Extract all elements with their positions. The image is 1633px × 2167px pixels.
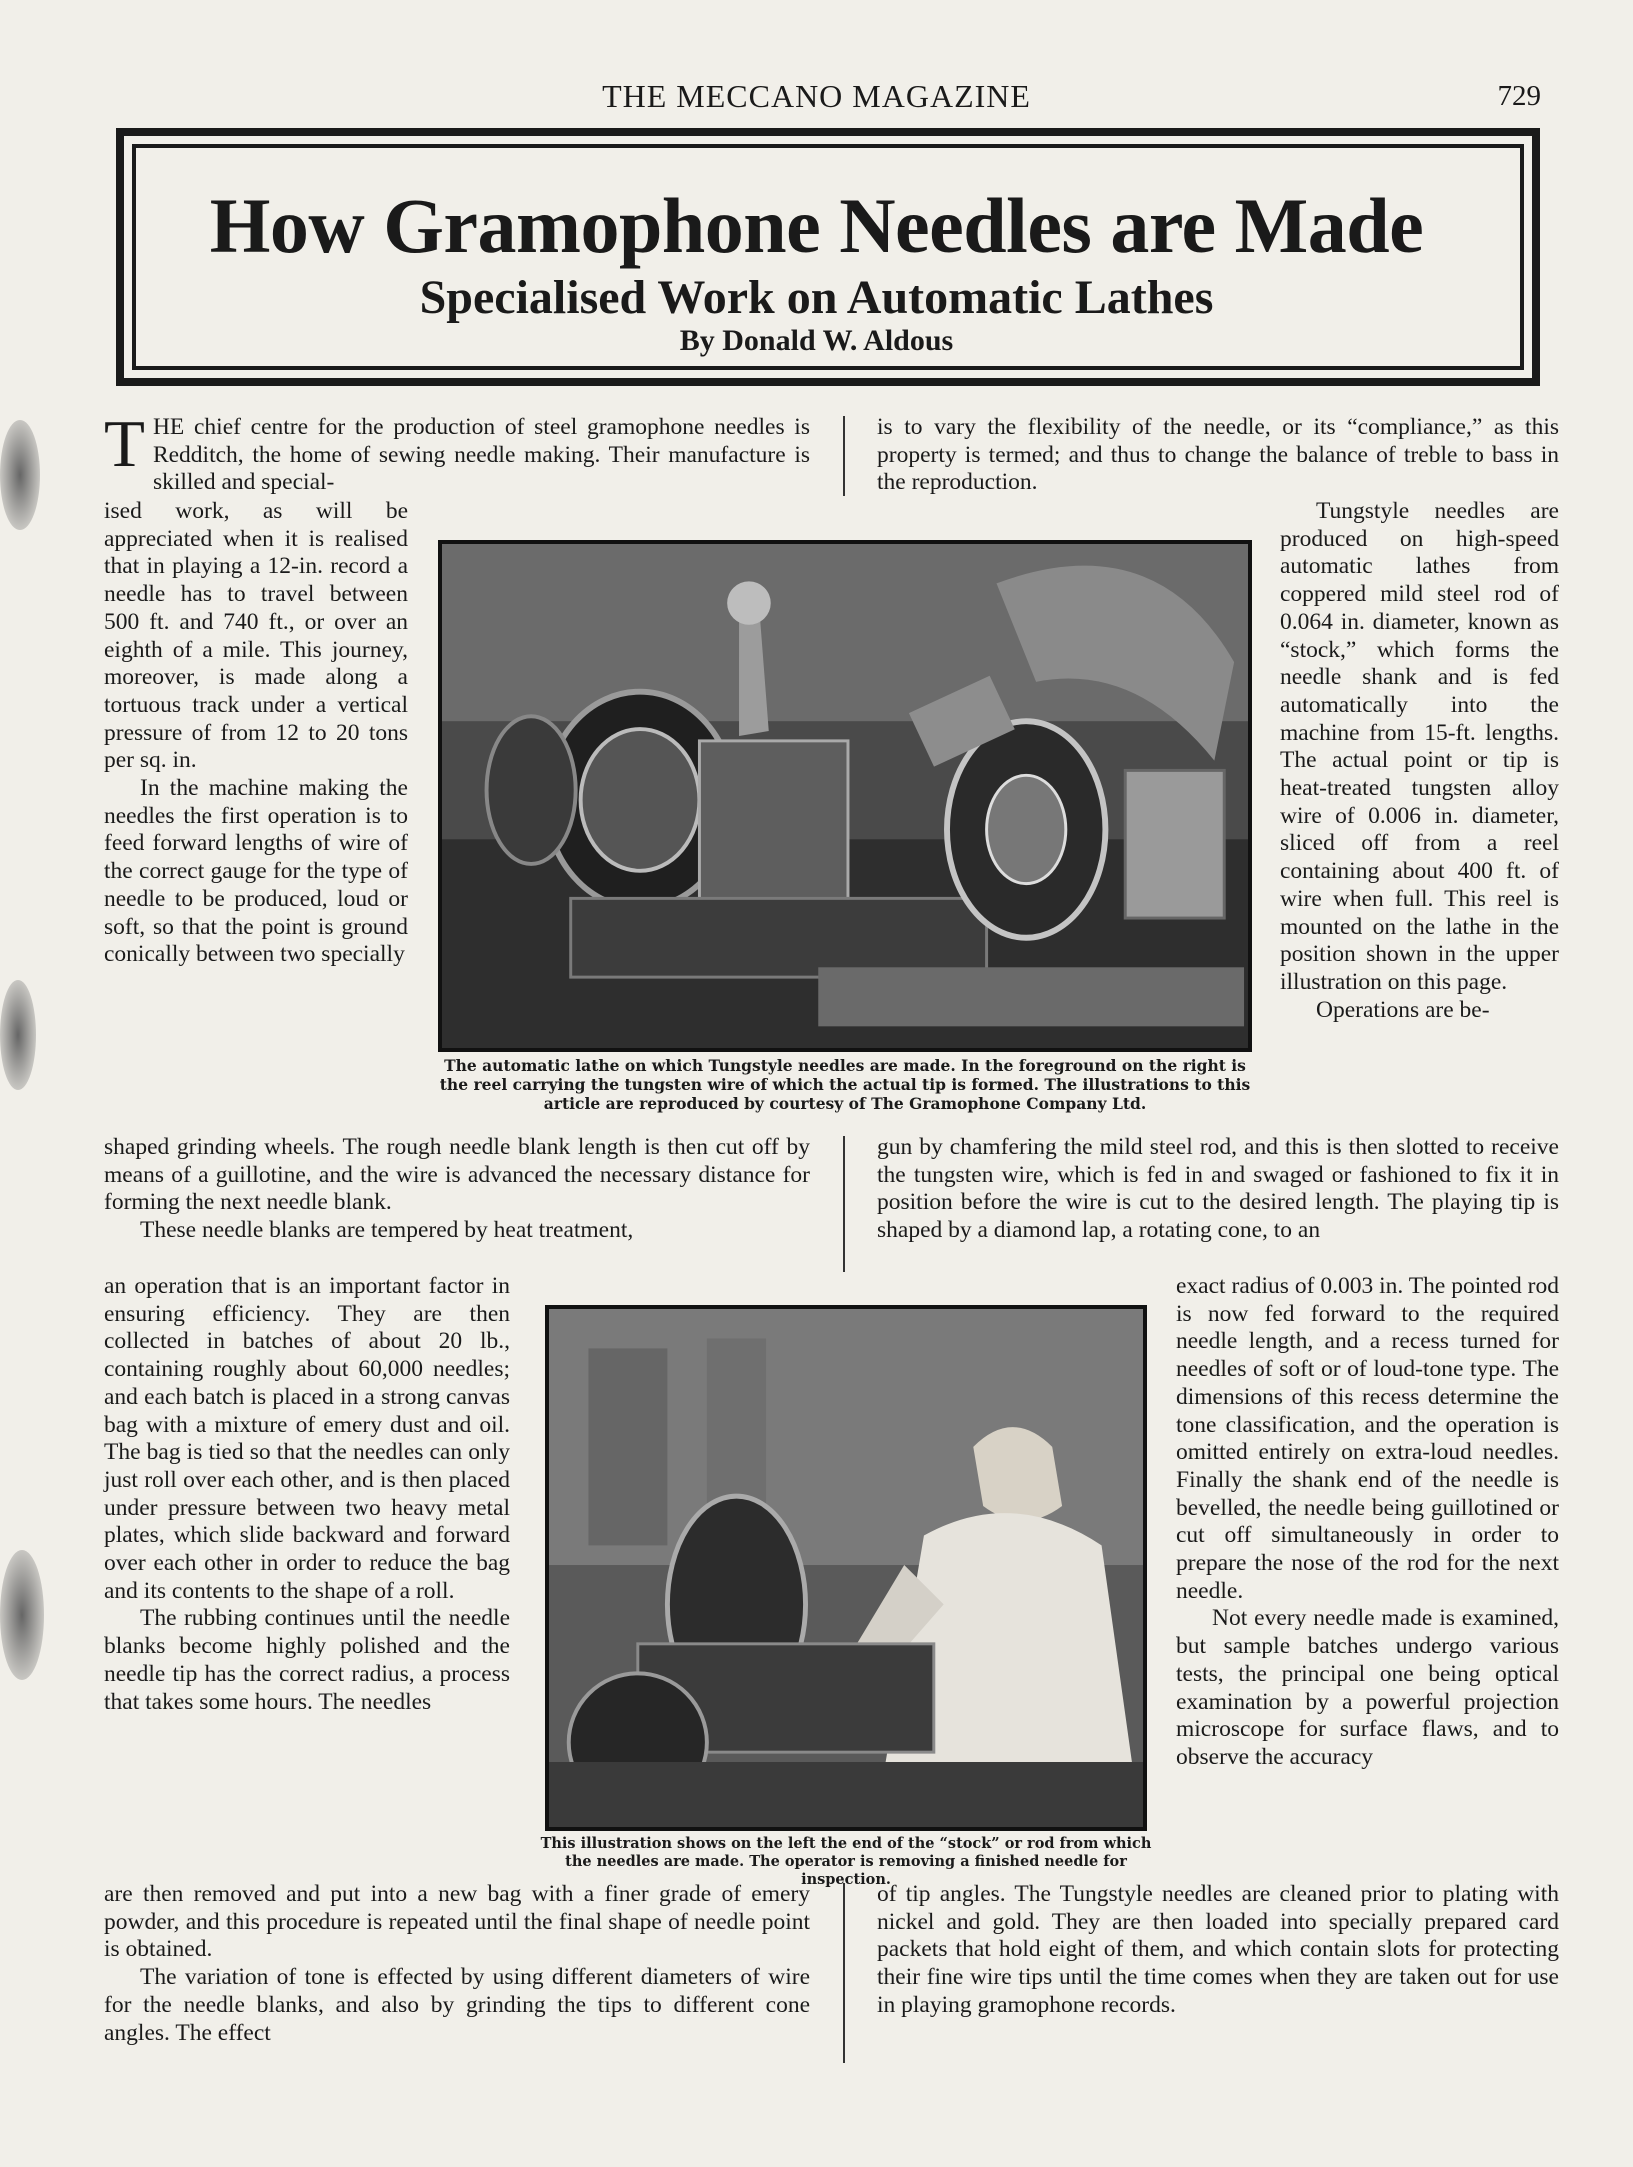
left-col-narrow-1 <box>104 498 408 969</box>
paragraph-text: chief centre for the production of steel gramophone needles is Redditch, the home of sewing needle making. Their manufacture is skilled and special- <box>152 414 810 496</box>
right-col-intro <box>877 414 1559 497</box>
lathe-illustration <box>442 544 1248 1048</box>
paragraph: of tip angles. The Tungstyle needles are cleaned prior to plating with nickel and gold. They are then loaded into specially prepared card packets that hold eight of them, and which contain slots for protecting their fine wire tips until the time comes when they are taken out for use in playing gramophone records. <box>877 1881 1559 2018</box>
article-subtitle: Specialised Work on Automatic Lathes <box>419 271 1214 324</box>
paragraph: is to vary the flexibility of the needle, or its “compliance,” as this property is termed; and thus to change the balance of treble to bass in the reproduction. <box>877 414 1559 496</box>
operator-photo <box>545 1305 1147 1831</box>
paragraph: The rubbing continues until the needle blanks become highly polished and the needle tip has the correct radius, a process that takes some hours. The needles <box>104 1605 510 1715</box>
lathe-photo <box>438 540 1252 1052</box>
binding-hole-mark <box>0 980 36 1090</box>
paragraph: Not every needle made is examined, but sample batches undergo various tests, the principal one being optical examination by a powerful projection microscope for surface flaws, and to observe the accuracy <box>1176 1605 1559 1770</box>
operator-illustration <box>549 1309 1143 1827</box>
byline: By Donald W. Aldous <box>679 324 954 357</box>
left-col-wide-2 <box>104 1881 810 2047</box>
column-rule <box>843 416 845 496</box>
paragraph <box>104 407 810 497</box>
column-rule <box>843 1136 845 1272</box>
left-col-narrow-2 <box>104 1273 510 1716</box>
drop-cap: T <box>104 407 145 481</box>
paragraph: exact radius of 0.003 in. The pointed rod is now fed forward to the required needle length, and a recess turned for needles of soft or of loud-tone type. The dimensions of this recess determine the tone classification, and the operation is omitted entirely on extra-loud needles. Finally the shank end of the needle is bevelled, the needle being guillotined or cut off simultaneously in order to prepare the nose of the rod for the next needle. <box>1176 1273 1559 1604</box>
article-title: How Gramophone Needles are Made <box>209 182 1424 269</box>
right-col-narrow-1 <box>1280 498 1559 1024</box>
left-col-intro <box>104 407 810 497</box>
binding-hole-mark <box>0 420 40 530</box>
column-rule <box>843 1883 845 2063</box>
figure-caption: This illustration shows on the left the end of the “stock” or rod from which the needles are made. The operator is removing a finished needle for inspection. <box>540 1835 1152 1888</box>
figure-caption: The automatic lathe on which Tungstyle needles are made. In the foreground on the right is the reel carrying the tungsten wire of which the actual tip is formed. The illustrations to this article are reproduced by courtesy of The Gramophone Company Ltd. <box>439 1056 1251 1113</box>
paragraph: Operations are be- <box>1316 996 1490 1023</box>
paragraph: Tungstyle needles are produced on high-speed automatic lathes from coppered mild steel rod of 0.064 in. diameter, known as “stock,” which forms the needle shank and is fed automatically into the machine from 15-ft. lengths. The actual point or tip is heat-treated tungsten alloy wire of 0.006 in. diameter, sliced off from a reel containing about 400 ft. of wire when full. This reel is mounted on the lathe in the position shown in the upper illustration on this page. <box>1280 498 1559 995</box>
cap-word: HE <box>152 414 185 440</box>
paragraph: These needle blanks are tempered by heat treatment, <box>140 1217 634 1244</box>
paragraph: shaped grinding wheels. The rough needle blank length is then cut off by means of a guillotine, and the wire is advanced the necessary distance for forming the next needle blank. <box>104 1134 810 1216</box>
paragraph: are then removed and put into a new bag with a finer grade of emery powder, and this procedure is repeated until the final shape of needle point is obtained. <box>104 1881 810 1963</box>
paragraph: The variation of tone is effected by using different diameters of wire for the needle blanks, and also by grinding the tips to different cone angles. The effect <box>104 1964 810 2046</box>
right-col-wide-2 <box>877 1881 1559 2020</box>
bottom-photo-caption-block <box>540 1835 1152 1889</box>
binding-hole-mark <box>0 1550 44 1680</box>
paragraph: ised work, as will be appreciated when it is realised that in playing a 12-in. record a needle has to travel between 500 ft. and 740 ft., or over an eighth of a mile. This journey, moreover, is made along a tortuous track under a vertical pressure of from 12 to 20 tons per sq. in. <box>104 498 408 774</box>
right-col-narrow-2 <box>1176 1273 1559 1772</box>
paragraph: an operation that is an important factor in ensuring efficiency. They are then collected in batches of about 20 lb., containing roughly about 60,000 needles; and each batch is placed in a strong canvas bag with a mixture of emery dust and oil. The bag is tied so that the needles can only just roll over each other, and is then placed under pressure between two heavy metal plates, which slide backward and forward over each other in order to reduce the bag and its contents to the shape of a roll. <box>104 1273 510 1604</box>
page-number: 729 <box>1497 80 1541 112</box>
running-head: THE MECCANO MAGAZINE <box>602 78 1031 114</box>
paragraph: gun by chamfering the mild steel rod, and this is then slotted to receive the tungsten wire, which is fed in and swaged or fashioned to fix it in position before the wire is cut to the desired length. The playing tip is shaped by a diamond lap, a rotating cone, to an <box>877 1134 1559 1244</box>
left-col-wide-1 <box>104 1134 810 1245</box>
paragraph: In the machine making the needles the first operation is to feed forward lengths of wire of the correct gauge for the type of needle to be produced, loud or soft, so that the point is ground conically between two specially <box>104 775 408 968</box>
right-col-wide-1 <box>877 1134 1559 1245</box>
top-photo-caption-block <box>432 1056 1258 1113</box>
